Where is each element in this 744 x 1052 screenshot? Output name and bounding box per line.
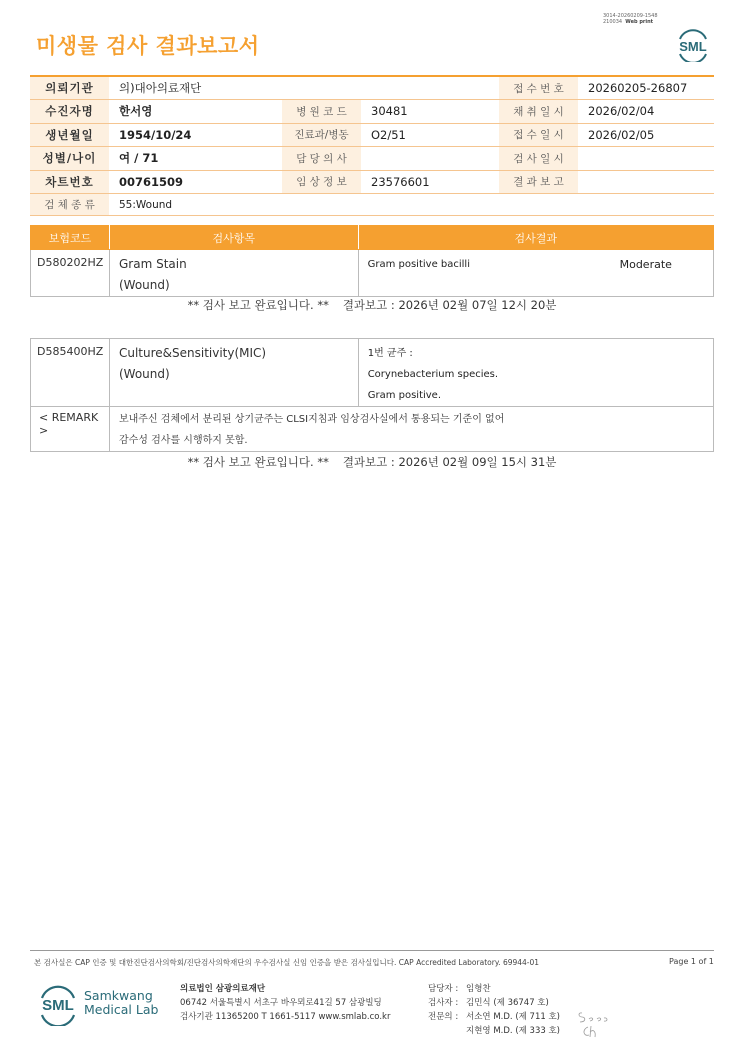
specialist-name: 서소연 M.D. (제 711 호)	[466, 1012, 561, 1022]
table-row	[31, 339, 714, 407]
dept-value: O2/51	[361, 123, 499, 147]
gram-result: Gram positive.	[367, 390, 442, 401]
sml-logo-icon	[674, 26, 712, 62]
specialist-label: 전문의 :	[428, 1012, 459, 1022]
brand-line1: Samkwang	[84, 988, 153, 1003]
sml-logo-icon	[36, 982, 80, 1026]
doctor-label: 담 당 의 사	[282, 147, 361, 171]
collection-date-value: 2026/02/04	[578, 100, 714, 124]
remark-row	[31, 407, 714, 452]
footer-divider	[30, 950, 714, 951]
test-code: D580202HZ	[31, 250, 110, 297]
test-item-specimen: (Wound)	[118, 367, 170, 381]
complete-text: ** 검사 보고 완료입니다. **	[187, 298, 329, 312]
receipt-date-value: 2026/02/05	[578, 123, 714, 147]
receipt-no-label: 접 수 번 호	[499, 76, 578, 100]
hospital-code-value: 30481	[361, 100, 499, 124]
clinical-label: 임 상 정 보	[282, 170, 361, 194]
header-item: 검사항목	[109, 226, 358, 250]
report-label: 결 과 보 고	[499, 170, 578, 194]
requester-label: 의뢰기관	[30, 76, 109, 100]
chart-label: 차트번호	[30, 170, 109, 194]
clinical-value: 23576601	[361, 170, 499, 194]
requester-value: 의)대아의료재단	[109, 76, 499, 100]
test-result	[358, 250, 713, 297]
test-item-specimen: (Wound)	[118, 278, 170, 292]
result-table-2	[30, 338, 714, 452]
patient-label: 수진자명	[30, 100, 109, 124]
org-name: 의료법인 삼광의료재단	[180, 984, 266, 994]
organization-info	[180, 982, 390, 1024]
patient-value: 한서영	[109, 100, 282, 124]
test-item	[109, 339, 358, 407]
report-time: 결과보고 : 2026년 02월 07일 12시 20분	[342, 298, 557, 312]
remark-line: 감수성 검사를 시행하지 못함.	[118, 435, 248, 446]
chart-value: 00761509	[109, 170, 282, 194]
receipt-date-label: 접 수 일 시	[499, 123, 578, 147]
info-row	[30, 170, 714, 194]
info-row	[30, 194, 714, 216]
document-id-line1: 3014-20260209-1548	[603, 13, 658, 19]
report-time: 결과보고 : 2026년 02월 09일 15시 31분	[342, 455, 557, 469]
hospital-code-label: 병 원 코 드	[282, 100, 361, 124]
specimen-label: 검 체 종 류	[30, 194, 109, 216]
info-row	[30, 76, 714, 100]
page-title: 미생물 검사 결과보고서	[36, 34, 260, 58]
signature-1	[576, 1009, 610, 1025]
test-date-value	[578, 147, 714, 171]
org-contact: 검사기관 11365200 T 1661-5117 www.smlab.co.kr	[180, 1012, 391, 1022]
test-result-value: Gram positive bacilli	[367, 259, 470, 270]
dept-label: 진료과/병동	[282, 123, 361, 147]
brand-line2: Medical Lab	[84, 1002, 159, 1017]
receipt-no-value: 20260205-26807	[578, 76, 714, 100]
manager-name: 임형찬	[466, 984, 491, 994]
web-print-label: Web print	[625, 19, 654, 25]
sex-age-value: 여 / 71	[109, 147, 282, 171]
header-code: 보험코드	[31, 226, 110, 250]
report-complete-1	[0, 297, 744, 313]
manager-label: 담당자 :	[428, 984, 459, 994]
test-result	[358, 339, 713, 407]
svg-text:SML: SML	[679, 39, 707, 54]
accreditation-notice: 본 검사실은 CAP 인증 및 대한진단검사의학회/진단검사의학재단의 우수검사실 신임 인증을 받은 검사실입니다. CAP Accredited Laboratory. 69944-01	[34, 958, 540, 967]
test-result-grade: Moderate	[619, 258, 672, 271]
svg-text:SML: SML	[42, 997, 74, 1014]
report-complete-2	[0, 454, 744, 470]
collection-date-label: 채 취 일 시	[499, 100, 578, 124]
test-date-label: 검 사 일 시	[499, 147, 578, 171]
info-row	[30, 123, 714, 147]
results-header	[31, 226, 714, 250]
dob-label: 생년월일	[30, 123, 109, 147]
tester-name: 김민식 (제 36747 호)	[466, 998, 549, 1008]
sex-age-label: 성별/나이	[30, 147, 109, 171]
patient-info-table	[30, 75, 714, 216]
document-id-line2: 210034	[603, 19, 623, 25]
tester-label: 검사자 :	[428, 998, 459, 1008]
remark-label: < REMARK >	[31, 407, 110, 452]
info-row	[30, 100, 714, 124]
remark-text	[109, 407, 713, 452]
header-result: 검사결과	[358, 226, 713, 250]
test-item-name: Culture&Sensitivity(MIC)	[118, 346, 267, 360]
org-address: 06742 서울특별시 서초구 바우뫼로41길 57 삼광빌딩	[180, 998, 382, 1008]
remark-line: 보내주신 검체에서 분리된 상기균주는 CLSI지침과 임상검사실에서 통용되는 기준이 없어	[118, 414, 505, 425]
complete-text: ** 검사 보고 완료입니다. **	[187, 455, 329, 469]
test-item	[109, 250, 358, 297]
test-code: D585400HZ	[31, 339, 110, 407]
specialist-name: 지현영 M.D. (제 333 호)	[466, 1026, 561, 1036]
table-row	[31, 250, 714, 297]
staff-info	[428, 982, 560, 1038]
test-item-name: Gram Stain	[118, 257, 187, 271]
info-row	[30, 147, 714, 171]
doctor-value	[361, 147, 499, 171]
isolate-label: 1번 균주 :	[367, 348, 413, 359]
result-table-1	[30, 225, 714, 297]
dob-value: 1954/10/24	[109, 123, 282, 147]
organism-name: Corynebacterium species.	[367, 369, 499, 380]
brand-name	[84, 989, 158, 1017]
page-number: Page 1 of 1	[669, 957, 714, 966]
signature-2	[580, 1024, 600, 1040]
document-id	[603, 13, 658, 25]
report-value	[578, 170, 714, 194]
specimen-value: 55:Wound	[109, 194, 714, 216]
